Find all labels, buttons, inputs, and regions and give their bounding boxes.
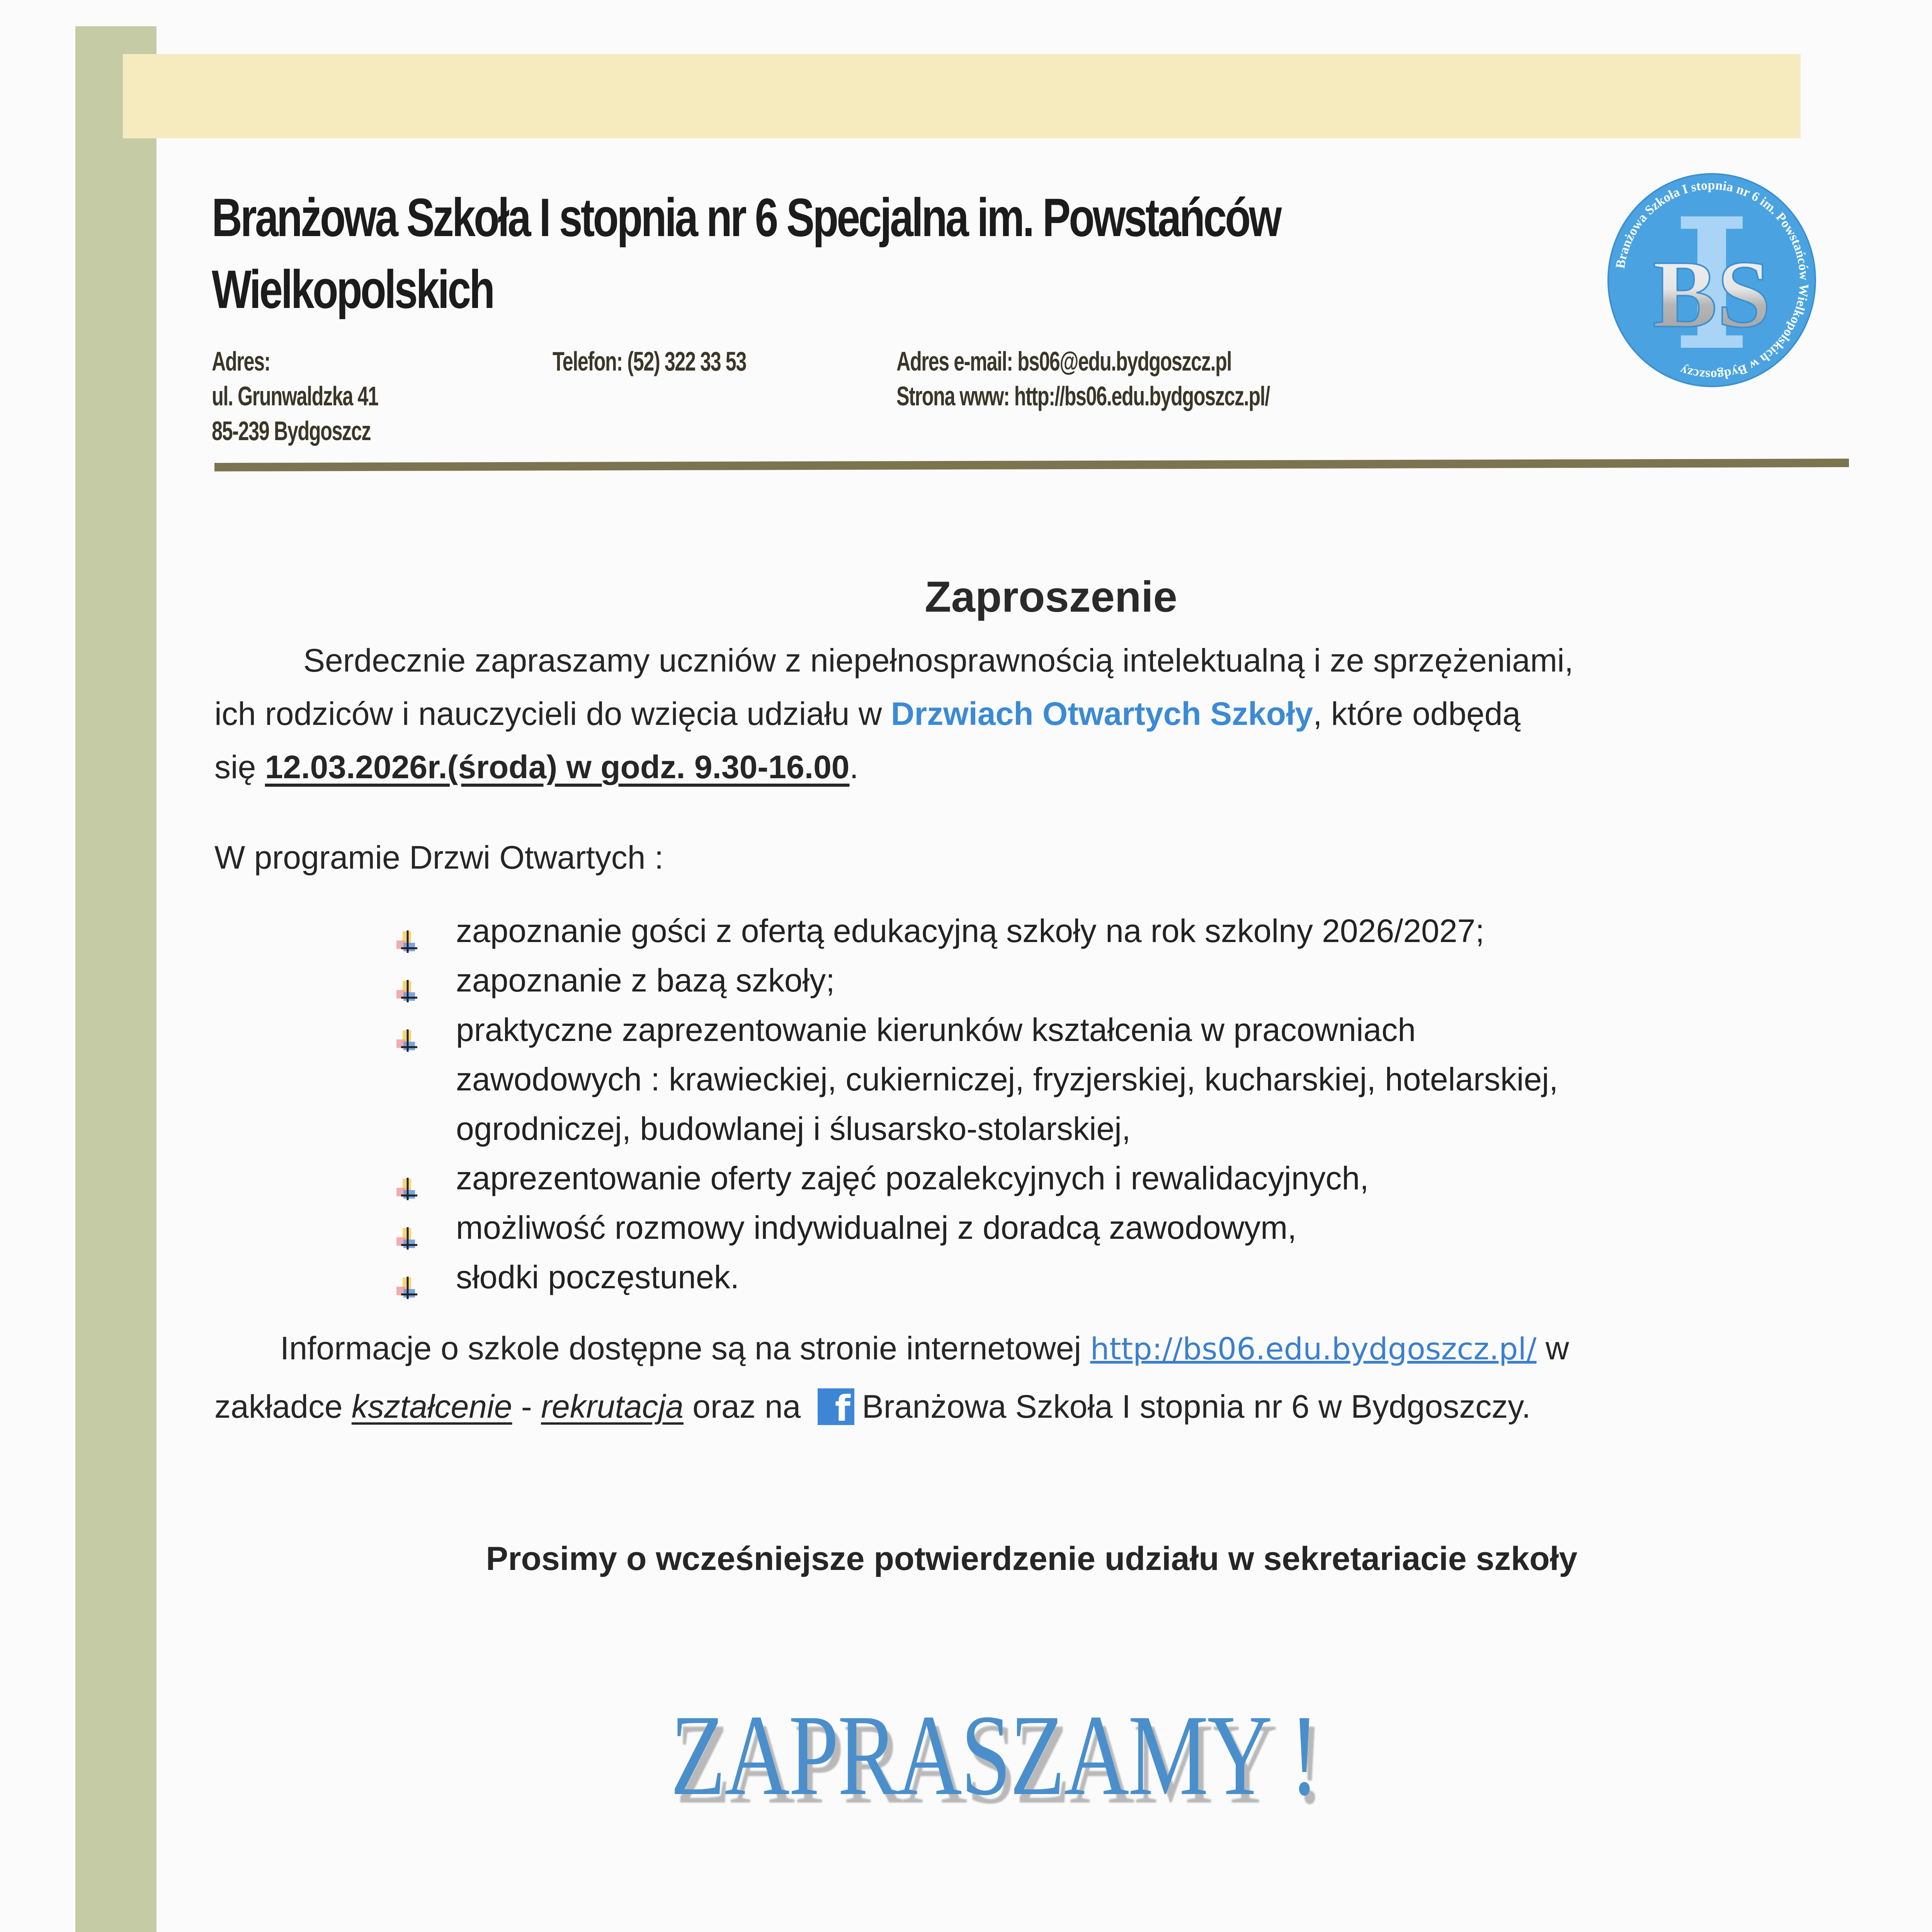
- program-list-item-continuation: [394, 1054, 1558, 1104]
- intro-line2: [214, 687, 1683, 740]
- program-item-text: ogrodniczej, budowlanej i ślusarsko-stolarskiej,: [456, 1111, 1131, 1147]
- confirmation-request: Prosimy o wcześniejsze potwierdzenie udziału w sekretariacie szkoły: [486, 1540, 1578, 1577]
- school-name: [212, 182, 1297, 325]
- document-title: Zaproszenie: [925, 573, 1177, 621]
- bullet-icon: [394, 1019, 421, 1046]
- program-list-item: [394, 1252, 740, 1302]
- phone-number: Telefon: (52) 322 33 53: [553, 346, 746, 376]
- school-logo: [1604, 170, 1820, 390]
- decorative-green-strip: [75, 26, 156, 1932]
- info-paragraph: [214, 1321, 1569, 1433]
- email-address[interactable]: Adres e-mail: bs06@edu.bydgoszcz.pl: [896, 346, 1231, 376]
- intro-text: ich rodziców i nauczycieli do wzięcia udziału w: [214, 696, 891, 732]
- website-address[interactable]: Strona www: http://bs06.edu.bydgoszcz.pl/: [896, 381, 1270, 411]
- program-list: [394, 906, 1558, 1302]
- program-item-text: możliwość rozmowy indywidualnej z doradcą zawodowym,: [456, 1209, 1297, 1246]
- program-item-text: słodki poczęstunek.: [456, 1259, 740, 1295]
- program-list-item: [394, 1005, 1416, 1054]
- bullet-icon: [394, 969, 421, 997]
- program-label: W programie Drzwi Otwartych :: [214, 839, 664, 876]
- intro-text: , które odbędą: [1313, 696, 1521, 732]
- intro-paragraph: [214, 634, 1683, 794]
- info-text: -: [512, 1388, 541, 1425]
- bullet-icon: [394, 920, 421, 947]
- program-list-item: [394, 1153, 1369, 1203]
- intro-line1: Serdecznie zapraszamy uczniów z niepełnosprawnością intelektualną i ze sprzężeniami,: [303, 642, 1573, 679]
- decorative-header-bar: [123, 54, 1801, 138]
- program-item-text: zapoznanie z bazą szkoły;: [456, 962, 835, 998]
- program-item-text: zaprezentowanie oferty zajęć pozalekcyjnych i rewalidacyjnych,: [456, 1160, 1369, 1196]
- program-list-item: [394, 956, 835, 1005]
- event-date: 12.03.2026r.(środa) w godz. 9.30-16.00: [265, 749, 850, 785]
- program-item-text: zapoznanie gości z ofertą edukacyjną szkoły na rok szkolny 2026/2027;: [456, 913, 1485, 949]
- tab-ksztalcenie[interactable]: kształcenie: [351, 1388, 512, 1425]
- intro-text: .: [849, 749, 859, 785]
- program-list-item: [394, 1203, 1297, 1252]
- info-text: w: [1536, 1330, 1569, 1366]
- school-name-line2: Wielkopolskich: [212, 259, 493, 320]
- info-line2: [214, 1380, 1569, 1433]
- bullet-icon: [394, 1217, 421, 1244]
- address-label: Adres:: [212, 346, 270, 376]
- intro-text: się: [214, 749, 265, 785]
- website-link[interactable]: http://bs06.edu.bydgoszcz.pl/: [1090, 1332, 1537, 1367]
- facebook-icon[interactable]: f: [818, 1388, 854, 1425]
- header-divider: [214, 459, 1849, 471]
- open-day-highlight: Drzwiach Otwartych Szkoły: [891, 696, 1313, 732]
- school-name-line1: Branżowa Szkoła I stopnia nr 6 Specjalna im. Powstańców: [212, 187, 1280, 248]
- info-line1: [214, 1321, 1569, 1376]
- address-block: [212, 344, 378, 448]
- program-list-item: [394, 906, 1485, 956]
- program-item-text: zawodowych : krawieckiej, cukierniczej, fryzjerskiej, kucharskiej, hotelarskiej,: [456, 1061, 1558, 1097]
- program-list-item-continuation: [394, 1104, 1131, 1153]
- intro-line3: [214, 740, 1683, 794]
- tab-rekrutacja[interactable]: rekrutacja: [541, 1388, 684, 1425]
- info-text: zakładce: [214, 1388, 352, 1425]
- closing-invitation: ZAPRASZAMY !: [670, 1691, 1318, 1819]
- facebook-page-name[interactable]: Branżowa Szkoła I stopnia nr 6 w Bydgoszczy.: [862, 1388, 1531, 1425]
- info-text: Informacje o szkole dostępne są na stronie internetowej: [280, 1330, 1090, 1366]
- address-city: 85-239 Bydgoszcz: [212, 416, 371, 446]
- address-street: ul. Grunwaldzka 41: [212, 381, 378, 411]
- phone-block: [553, 344, 746, 379]
- info-text: oraz na: [683, 1388, 810, 1425]
- program-item-text: praktyczne zaprezentowanie kierunków kształcenia w pracowniach: [456, 1012, 1416, 1048]
- online-contact-block: [896, 344, 1270, 413]
- logo-ring-text: Branżowa Szkoła I stopnia nr 6 im. Powstańców Wielkopolskich w Bydgoszczy: [1613, 178, 1811, 383]
- bullet-icon: [394, 1266, 421, 1293]
- bullet-icon: [394, 1167, 421, 1194]
- logo-initials: BS: [1653, 241, 1771, 348]
